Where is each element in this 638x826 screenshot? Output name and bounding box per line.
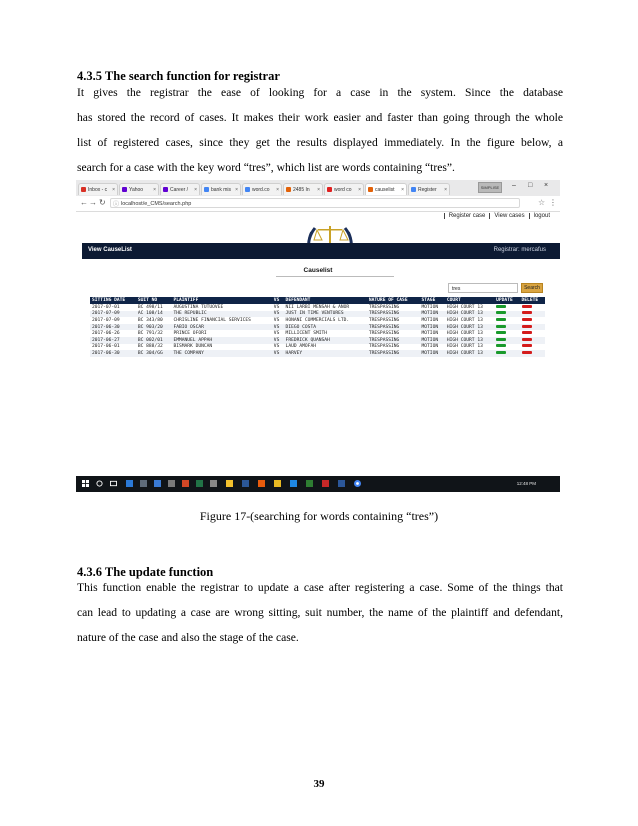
- app-icon[interactable]: [196, 480, 203, 487]
- maximize-icon[interactable]: □: [528, 182, 533, 189]
- close-icon[interactable]: ×: [153, 187, 156, 193]
- table-cell: 2017-06-30: [90, 350, 136, 357]
- clock-text: 12:48 PM: [516, 481, 536, 486]
- update-button[interactable]: [496, 318, 506, 321]
- table-cell: BISMARK DUNCAN: [173, 344, 213, 350]
- table-cell: 2017-06-26: [92, 331, 120, 337]
- table-cell: VS: [273, 304, 280, 310]
- table-cell: BC 002/01: [136, 337, 172, 344]
- back-icon[interactable]: ←: [80, 198, 88, 207]
- windows-start-icon[interactable]: [82, 480, 89, 487]
- paragraph-search: [77, 80, 563, 180]
- paragraph-line: list of registered cases, since they get the results displayed immediately. In the figure below, a: [77, 136, 563, 149]
- google-icon: [204, 187, 209, 192]
- table-cell: MILLICENT SMITH: [285, 331, 328, 337]
- app-icon[interactable]: [258, 480, 265, 487]
- yahoo-icon: [163, 187, 168, 192]
- update-cell: [494, 324, 519, 331]
- table-cell: HIGH COURT 13: [446, 344, 483, 350]
- table-cell: EMMANUEL APPAH: [171, 337, 271, 344]
- table-cell: 2017-06-30: [90, 324, 136, 331]
- chrome-icon[interactable]: [354, 480, 361, 487]
- title-divider: [276, 276, 394, 277]
- table-cell: TRESPASSING: [368, 304, 400, 310]
- table-cell: TRESPASSING: [368, 331, 400, 337]
- close-icon[interactable]: ×: [317, 187, 320, 193]
- edge-icon[interactable]: [126, 480, 133, 487]
- tab-label: causelist: [375, 187, 395, 193]
- forward-icon[interactable]: →: [89, 198, 97, 207]
- table-cell: TRESPASSING: [367, 350, 420, 357]
- browser-tab[interactable]: [283, 183, 323, 195]
- table-cell: MOTION: [421, 331, 439, 337]
- figure-caption: Figure 17-(searching for words containing “tres”): [199, 509, 439, 523]
- delete-button[interactable]: [522, 338, 532, 341]
- table-cell: FREDRICK QUANSAH: [284, 337, 367, 344]
- windows-taskbar: [76, 476, 560, 492]
- reload-icon[interactable]: ↻: [99, 198, 106, 207]
- update-cell: [494, 350, 519, 357]
- search-input[interactable]: tres: [448, 283, 518, 293]
- table-cell: BC 888/32: [137, 344, 163, 350]
- address-bar[interactable]: [110, 198, 520, 208]
- file-explorer-icon[interactable]: [226, 480, 233, 487]
- page-icon: [368, 187, 373, 192]
- app-icon[interactable]: [210, 480, 217, 487]
- page-icon: [286, 187, 291, 192]
- tab-label: word co: [334, 187, 352, 193]
- causelist-title: Causelist: [303, 267, 333, 274]
- delete-cell: [520, 337, 545, 344]
- tab-label: Inbox - c: [88, 187, 108, 193]
- table-cell: HONANI COMMERCIALS LTD.: [285, 317, 350, 323]
- update-cell: [494, 317, 519, 324]
- browser-tab[interactable]: [78, 183, 118, 195]
- url-text: localhost/e_CMS/search.php: [121, 201, 192, 207]
- col-header: SITTING DATE: [90, 297, 136, 304]
- update-cell: [494, 344, 519, 351]
- table-row: [90, 337, 545, 344]
- table-cell: HIGH COURT 13: [446, 317, 483, 323]
- paragraph-update: [77, 575, 563, 650]
- delete-button[interactable]: [522, 305, 532, 308]
- tab-label: bank mis: [211, 187, 232, 193]
- table-cell: TRESPASSING: [368, 317, 400, 323]
- task-view-icon[interactable]: [110, 480, 117, 487]
- delete-cell: [520, 324, 545, 331]
- youtube-icon: [327, 187, 332, 192]
- delete-button[interactable]: [522, 325, 532, 328]
- tab-label: word.co: [252, 187, 270, 193]
- table-cell: HIGH COURT 13: [445, 350, 494, 357]
- delete-button[interactable]: [522, 311, 532, 314]
- page-number: 39: [313, 778, 325, 790]
- table-body: [90, 304, 545, 357]
- close-icon[interactable]: ×: [401, 187, 404, 193]
- table-cell: VS: [272, 350, 284, 357]
- table-cell: HIGH COURT 13: [446, 304, 483, 310]
- browser-address-row: [76, 196, 560, 212]
- table-cell: HIGH COURT 13: [445, 311, 494, 318]
- update-button[interactable]: [496, 311, 506, 314]
- browser-tab[interactable]: [365, 183, 407, 195]
- app-icon[interactable]: [182, 480, 189, 487]
- search-button[interactable]: Search: [521, 283, 543, 293]
- col-header: COURT: [445, 297, 494, 304]
- table-cell: BC 343/80: [137, 317, 163, 323]
- app-icon[interactable]: [306, 480, 313, 487]
- col-header: PLAINTIFF: [171, 297, 271, 304]
- close-icon[interactable]: ×: [444, 187, 447, 193]
- col-header: UPDATE: [494, 297, 519, 304]
- table-cell: 2017-07-09: [90, 311, 136, 318]
- table-cell: JUST IN TIME VENTURES: [284, 311, 367, 318]
- update-cell: [494, 304, 519, 311]
- paragraph-line: This function enable the registrar to update a case after registering a case. Some of the things that: [77, 581, 563, 594]
- delete-button[interactable]: [522, 344, 532, 347]
- delete-button[interactable]: [522, 331, 532, 334]
- minimize-icon[interactable]: –: [512, 182, 516, 189]
- gmail-icon: [81, 187, 86, 192]
- update-cell: [494, 330, 519, 337]
- update-button[interactable]: [496, 325, 506, 328]
- update-cell: [494, 337, 519, 344]
- table-cell: VS: [272, 337, 284, 344]
- site-nav-bar: [82, 243, 560, 259]
- col-header: DEFENDANT: [284, 297, 367, 304]
- paragraph-line: can lead to updating a case are wrong sitting, suit number, the name of the plaintiff and defendant,: [77, 606, 563, 619]
- tab-label: 2485 In: [293, 187, 310, 193]
- table-row: [90, 324, 545, 331]
- menu-kebab-icon[interactable]: ⋮: [549, 198, 557, 207]
- view-causelist-link[interactable]: View CauseList: [88, 247, 132, 253]
- table-row: [90, 311, 545, 318]
- browser-profile-chip[interactable]: SIMPLISE: [478, 182, 502, 193]
- table-cell: TRESPASSING: [367, 324, 420, 331]
- table-cell: DIEGO COSTA: [284, 324, 367, 331]
- table-cell: CHRISLINE FINANCIAL SERVICES: [173, 317, 251, 323]
- app-icon[interactable]: [322, 480, 329, 487]
- table-cell: MOTION: [420, 311, 445, 318]
- store-icon[interactable]: [140, 480, 147, 487]
- table-cell: MOTION: [421, 344, 439, 350]
- update-button[interactable]: [496, 305, 506, 308]
- update-button[interactable]: [496, 344, 506, 347]
- site-top-links: [444, 213, 554, 219]
- logout-link[interactable]: logout: [529, 213, 554, 219]
- tab-label: Register: [418, 187, 437, 193]
- close-icon[interactable]: ×: [235, 187, 238, 193]
- info-icon: ⓘ: [113, 202, 120, 208]
- delete-cell: [520, 317, 545, 324]
- update-button[interactable]: [496, 331, 506, 334]
- delete-cell: [520, 311, 545, 318]
- section-heading-search: 4.3.5 The search function for registrar: [77, 69, 280, 83]
- table-cell: TRESPASSING: [367, 337, 420, 344]
- table-cell: HIGH COURT 13: [445, 337, 494, 344]
- table-cell: FABIO OSCAR: [171, 324, 271, 331]
- table-cell: VS: [273, 344, 280, 350]
- table-cell: AUGUSTINA TUTUOVEE: [173, 304, 224, 310]
- table-row: [90, 317, 545, 324]
- table-cell: MOTION: [421, 304, 439, 310]
- paragraph-line: It gives the registrar the ease of looking for a case in the system. Since the database: [77, 86, 563, 99]
- google-icon: [245, 187, 250, 192]
- table-cell: THE REPUBLIC: [171, 311, 271, 318]
- table-cell: BC 903/20: [136, 324, 172, 331]
- bookmark-star-icon[interactable]: ☆: [538, 198, 546, 207]
- register-case-link[interactable]: Register case: [444, 213, 490, 219]
- table-row: [90, 344, 545, 351]
- browser-tab[interactable]: [160, 183, 200, 195]
- table-cell: 2017-06-01: [92, 344, 120, 350]
- table-row: [90, 350, 545, 357]
- table-cell: MOTION: [420, 324, 445, 331]
- table-cell: 2017-06-27: [90, 337, 136, 344]
- col-header: DELETE: [520, 297, 545, 304]
- close-icon[interactable]: ×: [194, 187, 197, 193]
- table-cell: HIGH COURT 13: [445, 324, 494, 331]
- app-icon[interactable]: [154, 480, 161, 487]
- table-cell: BC 304/GG: [136, 350, 172, 357]
- table-cell: VS: [272, 311, 284, 318]
- app-icon[interactable]: [168, 480, 175, 487]
- update-cell: [494, 311, 519, 318]
- browser-tab[interactable]: [201, 183, 241, 195]
- update-button[interactable]: [496, 351, 506, 354]
- close-icon[interactable]: ×: [358, 187, 361, 193]
- col-header: STAGE: [420, 297, 445, 304]
- view-cases-link[interactable]: View cases: [489, 213, 528, 219]
- table-cell: MOTION: [420, 350, 445, 357]
- table-cell: TRESPASSING: [368, 344, 400, 350]
- paragraph-line: has stored the record of cases. It makes their work easier and faster than going through the whole: [77, 111, 563, 124]
- causelist-table: [90, 297, 545, 357]
- search-icon[interactable]: [96, 480, 103, 487]
- table-cell: 2017-07-01: [92, 304, 120, 310]
- browser-tab-strip: [76, 180, 560, 197]
- table-row: [90, 330, 545, 337]
- table-cell: MOTION: [421, 317, 439, 323]
- delete-cell: [520, 330, 545, 337]
- col-header: VS: [272, 297, 284, 304]
- table-cell: NII LARBI MENSAH & ANOR: [285, 304, 350, 310]
- delete-cell: [520, 350, 545, 357]
- table-cell: THE COMPANY: [171, 350, 271, 357]
- paragraph-line: search for a case with the key word “tres”, which list are words containing “tres”.: [77, 161, 455, 174]
- app-icon[interactable]: [242, 480, 249, 487]
- section-heading-update: 4.3.6 The update function: [77, 565, 214, 579]
- delete-button[interactable]: [522, 351, 532, 354]
- table-cell: 2017-07-09: [92, 317, 120, 323]
- browser-tab[interactable]: [408, 183, 450, 195]
- google-icon: [411, 187, 416, 192]
- col-header: NATURE OF CASE: [367, 297, 420, 304]
- table-cell: AC 108/14: [136, 311, 172, 318]
- tab-label: Career /: [170, 187, 189, 193]
- delete-cell: [520, 304, 545, 311]
- table-header-row: [90, 297, 545, 304]
- table-cell: HARVEY: [284, 350, 367, 357]
- table-cell: BC 498/11: [137, 304, 163, 310]
- browser-tab[interactable]: [242, 183, 282, 195]
- yahoo-icon: [122, 187, 127, 192]
- table-cell: BC 791/32: [137, 331, 163, 337]
- close-window-icon[interactable]: ×: [544, 182, 549, 189]
- registrar-user-label: Registrar: mercafus: [493, 247, 546, 253]
- tab-label: Yahoo: [129, 187, 144, 193]
- table-cell: MOTION: [420, 337, 445, 344]
- table-cell: VS: [272, 324, 284, 331]
- word-icon[interactable]: [338, 480, 345, 487]
- table-cell: VS: [273, 317, 280, 323]
- update-button[interactable]: [496, 338, 506, 341]
- close-icon[interactable]: ×: [276, 187, 279, 193]
- app-icon[interactable]: [274, 480, 281, 487]
- table-row: [90, 304, 545, 311]
- table-cell: LAUD AMOFAH: [285, 344, 316, 350]
- paragraph-line: nature of the case and also the stage of the case.: [77, 631, 299, 644]
- browser-tab[interactable]: [119, 183, 159, 195]
- delete-button[interactable]: [522, 318, 532, 321]
- browser-tab[interactable]: [324, 183, 364, 195]
- col-header: SUIT NO: [136, 297, 172, 304]
- table-cell: PRINCE OFORI: [173, 331, 207, 337]
- close-icon[interactable]: ×: [112, 187, 115, 193]
- table-cell: VS: [273, 331, 280, 337]
- delete-cell: [520, 344, 545, 351]
- figure-screenshot: [76, 180, 560, 492]
- app-icon[interactable]: [290, 480, 297, 487]
- table-cell: HIGH COURT 13: [446, 331, 483, 337]
- table-cell: TRESPASSING: [367, 311, 420, 318]
